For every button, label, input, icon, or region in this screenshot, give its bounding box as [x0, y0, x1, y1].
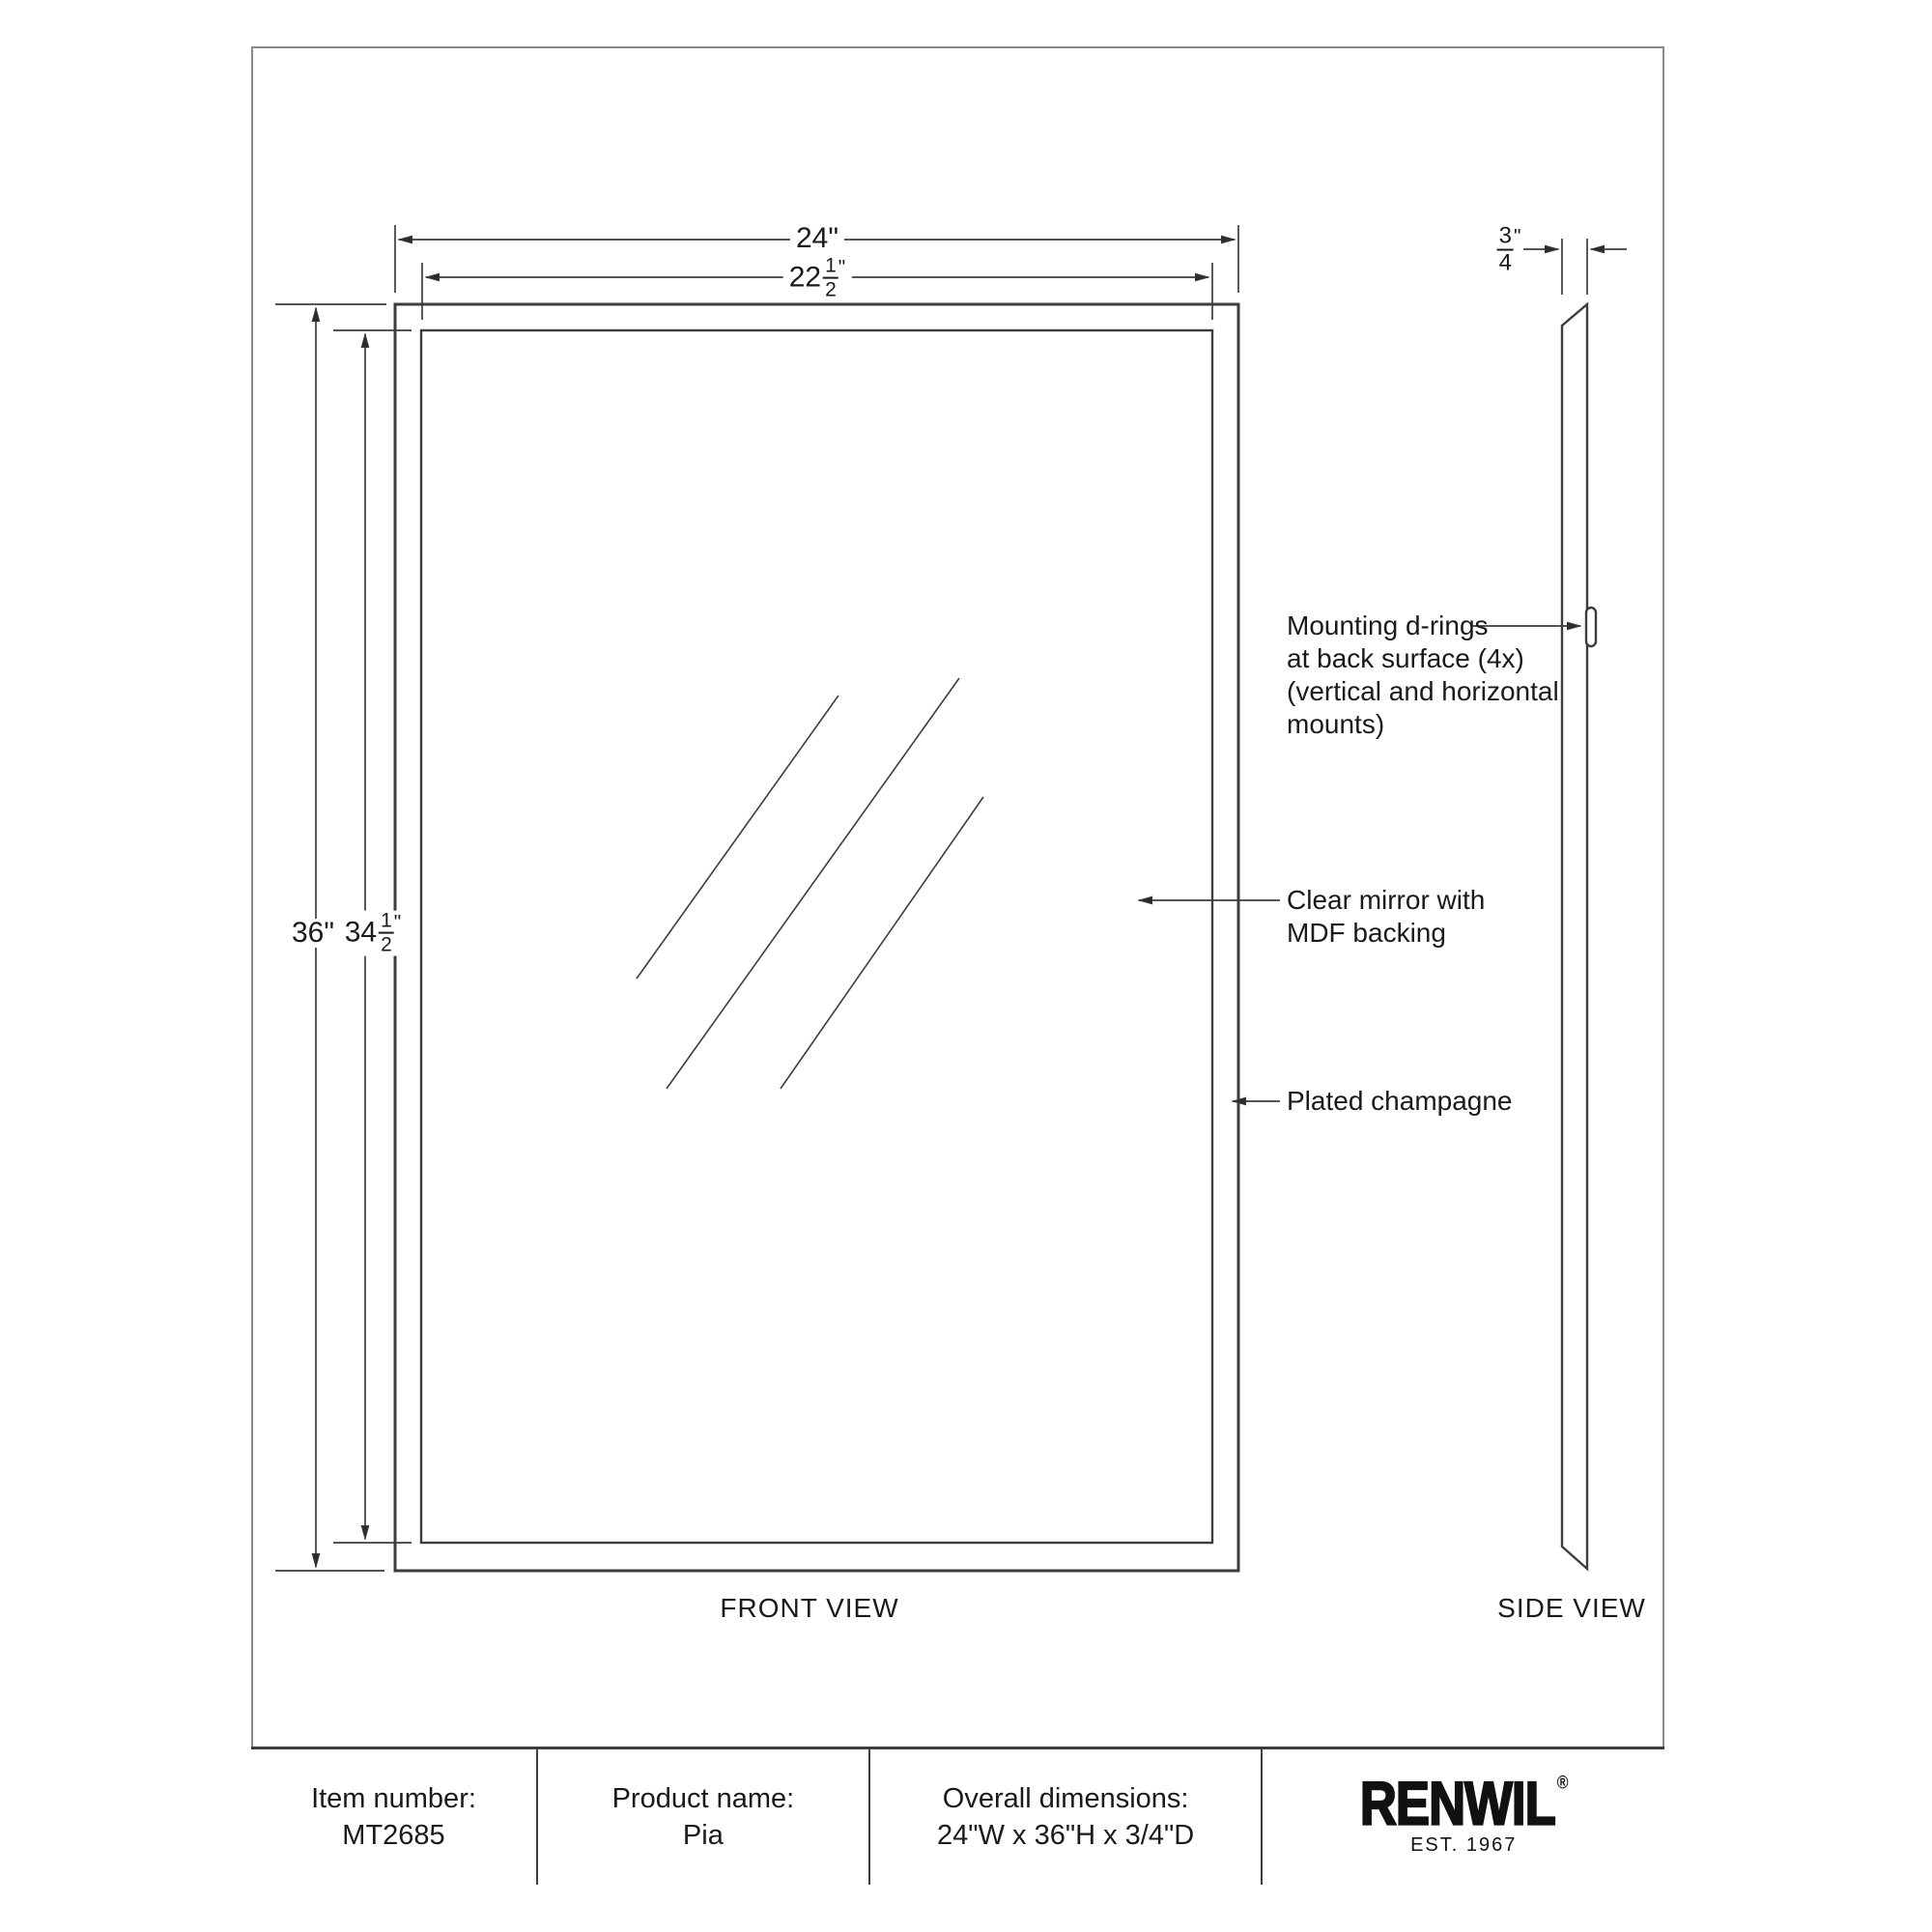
annotation-mirror-line1: Clear mirror with — [1287, 885, 1486, 915]
reflection-line-3 — [781, 797, 983, 1089]
brand-name: RENWIL — [1359, 1769, 1555, 1837]
annotation-mounting-line4: mounts) — [1287, 709, 1385, 739]
reflection-line-1 — [637, 696, 838, 979]
dim-label-depth: $\frac{3}{4}$ " — [1498, 222, 1521, 276]
registered-trademark-icon: ® — [1556, 1772, 1568, 1794]
mounting-d-ring-shape — [1586, 608, 1596, 646]
annotation-finish: Plated champagne — [1287, 1086, 1513, 1116]
dim-label-width-outer: 24" — [790, 224, 844, 253]
brand-logo — [1359, 1769, 1568, 1837]
title-block-product-cell — [538, 1749, 870, 1885]
dim-label-height-inner: 34 $\frac{1}{2}$ " — [339, 911, 408, 956]
front-view-drawing — [395, 304, 1238, 1571]
reflection-line-2 — [667, 678, 959, 1089]
brand-established: EST. 1967 — [1410, 1833, 1518, 1856]
annotation-mounting — [1287, 610, 1559, 741]
overall-dimensions-value: 24"W x 36"H x 3/4"D — [937, 1819, 1195, 1851]
side-view-drawing — [1562, 304, 1596, 1569]
mirror-reflection-lines — [637, 678, 983, 1089]
overall-dimensions-label: Overall dimensions: — [942, 1782, 1189, 1814]
annotation-mounting-line2: at back surface (4x) — [1287, 643, 1524, 673]
item-number-label: Item number: — [311, 1782, 476, 1814]
side-view-profile — [1562, 304, 1587, 1569]
title-block-brand-cell — [1263, 1749, 1663, 1885]
front-view-caption: FRONT VIEW — [720, 1593, 899, 1623]
annotation-mirror-line2: MDF backing — [1287, 918, 1446, 948]
front-view-outer-frame — [395, 304, 1238, 1571]
product-name-value: Pia — [682, 1819, 724, 1851]
title-block-dimensions-cell — [870, 1749, 1264, 1885]
title-block — [251, 1747, 1664, 1885]
product-name-label: Product name: — [611, 1782, 795, 1814]
title-block-item-cell — [251, 1749, 538, 1885]
side-view-caption: SIDE VIEW — [1497, 1593, 1646, 1623]
dim-label-width-inner: 22 $\frac{1}{2}$ " — [783, 256, 852, 301]
annotation-mounting-line3: (vertical and horizontal — [1287, 676, 1559, 706]
front-view-mirror-edge — [421, 330, 1212, 1543]
annotation-mounting-line1: Mounting d-rings — [1287, 611, 1489, 640]
annotation-mirror — [1287, 884, 1485, 950]
dim-label-height-outer: 36" — [286, 919, 340, 948]
item-number-value: MT2685 — [342, 1819, 445, 1851]
